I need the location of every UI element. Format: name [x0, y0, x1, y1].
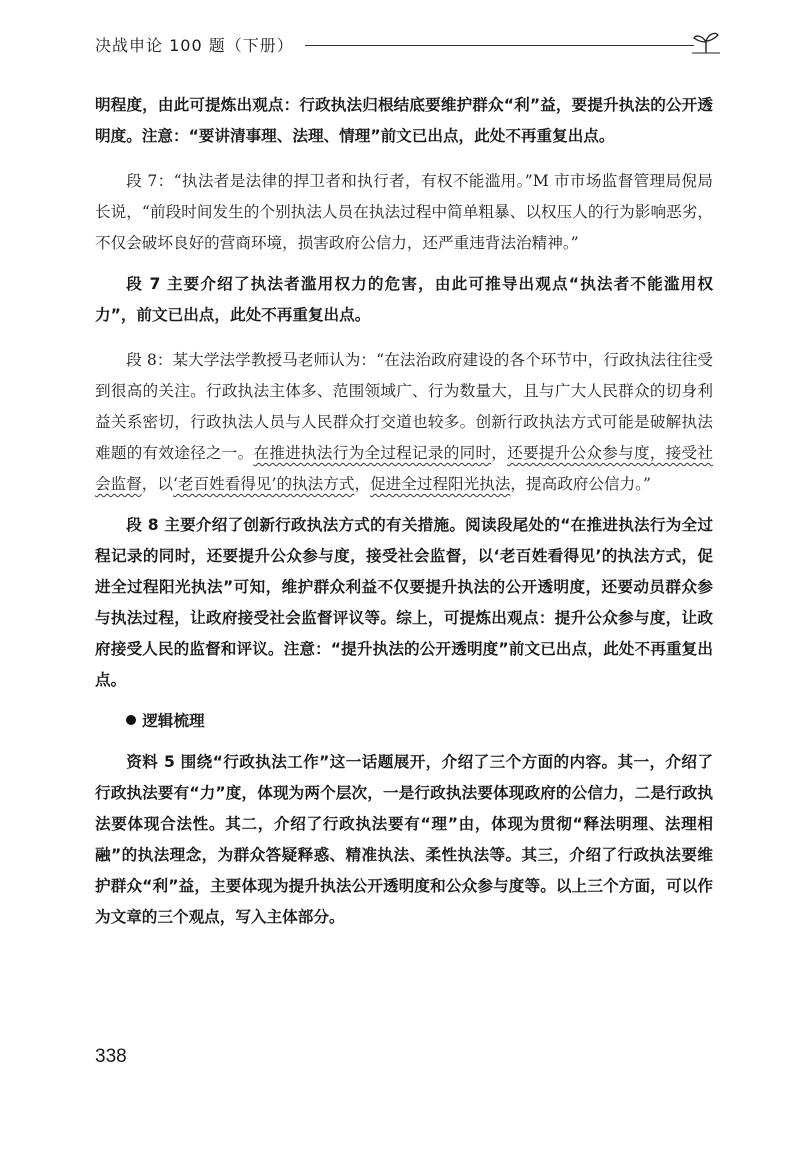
- section-heading: [95, 706, 713, 737]
- paragraph-quote-8: [95, 345, 713, 500]
- quote-8-comma-1: ，: [491, 444, 508, 462]
- quote-8-comma-2: ，: [354, 475, 371, 493]
- book-title: 决战申论 100 题（下册）: [95, 36, 294, 55]
- paragraph-analysis-continued: 明程度，由此可提炼出观点：行政执法归根结底要维护群众“利”益，要提升执法的公开透明度。注意：“要讲清事理、法理、情理”前文已出点，此处不再重复出点。: [95, 96, 713, 145]
- underlined-phrase-4: 促进全过程阳光执法: [370, 475, 511, 493]
- quote-8-text: 段 8：某大学法学教授马老师认为：“在法治政府建设的各个环节中，行政执法往往受到很高的关注。行政执法主体多、范围领域广、行为数量大，且与广大人民群众的切身利益关系密切，行政执法人员与人民群众打交道也较多。创新行政执法方式可能是破解执法难题的有效途径之一。: [95, 351, 713, 462]
- paragraph-analysis-8: 段 8 主要介绍了创新行政执法方式的有关措施。阅读段尾处的“在推进执法行为全过程记录的同时，还要提升公众参与度，接受社会监督，以‘老百姓看得见’的执法方式，促进全过程阳光执法”可知，维护群众利益不仅要提升执法的公开透明度，还要动员群众参与执法过程，让政府接受社会监督评议等。综上，可提炼出观点：提升公众参与度，让政府接受人民的监督和评议。注意：“提升执法的公开透明度”前文已出点，此处不再重复出点。: [95, 516, 713, 689]
- page-body: [95, 90, 713, 933]
- section-heading-label: 逻辑梳理: [142, 712, 205, 730]
- quote-8-connector: ，以: [141, 475, 173, 493]
- header-rule: [305, 45, 694, 46]
- underlined-phrase-3: ‘老百姓看得见’的执法方式: [173, 475, 355, 493]
- paragraph-logic-summary: 资料 5 围绕“行政执法工作”这一话题展开，介绍了三个方面的内容。其一，介绍了行政执法要有“力”度，体现为两个层次，一是行政执法要体现政府的公信力，二是行政执法要体现合法性。其二，介绍了行政执法要有“理”由，体现为贯彻“释法明理、法理相融”的执法理念，为群众答疑释惑、精准执法、柔性执法等。其三，介绍了行政执法要维护群众“利”益，主要体现为提升执法公开透明度和公众参与度等。以上三个方面，可以作为文章的三个观点，写入主体部分。: [95, 753, 713, 926]
- underlined-phrase-2: 还要提升公众参与度，接受社会监督: [95, 444, 713, 493]
- running-header: [95, 33, 720, 57]
- underlined-phrase-1: 在推进执法行为全过程记录的同时: [253, 444, 492, 462]
- quote-8-ending: ，提高政府公信力。”: [510, 475, 651, 493]
- sprout-icon: [692, 29, 720, 55]
- page-number: 338: [95, 1046, 127, 1067]
- paragraph-quote-7: 段 7：“执法者是法律的捍卫者和执行者，有权不能滥用。”M 市市场监督管理局倪局长说，“前段时间发生的个别执法人员在执法过程中简单粗暴、以权压人的行为影响恶劣，不仅会破坏良好的营商环境，损害政府公信力，还严重违背法治精神。”: [95, 172, 713, 252]
- paragraph-analysis-7: 段 7 主要介绍了执法者滥用权力的危害，由此可推导出观点“执法者不能滥用权力”，前文已出点，此处不再重复出点。: [95, 275, 713, 324]
- bullet-icon: [126, 715, 136, 725]
